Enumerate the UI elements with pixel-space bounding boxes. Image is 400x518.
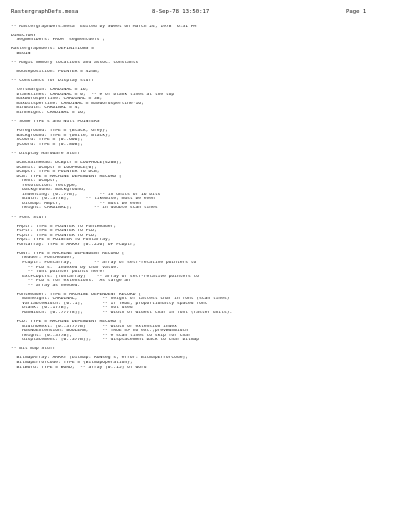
code-line: Foreground: TYPE = {Black, Grey}; xyxy=(11,129,108,134)
code-line: DCB: TYPE = MACHINE DEPENDENT RECORD [ xyxy=(11,174,122,179)
code-line: xCoord: TYPE = [0..606]; xyxy=(11,138,83,143)
code-line: widthORext: [0..37777B] -- width or extension index xyxy=(11,324,177,329)
code-line: FONT: TYPE = MACHINE DEPENDENT RECORD [ xyxy=(11,251,125,256)
code-line: FCD: TYPE = MACHINE DEPENDENT RECORD [ xyxy=(11,320,122,325)
code-line: maxheight: CARDINAL, -- height of tallest char in font (scan lines) xyxy=(11,297,230,302)
code-line: Fontarray: TYPE = ARRAY [0..256] OF FCDptr; xyxy=(11,242,136,247)
code-line: MaxWidth: [0..77778]]; -- width of widest char in font (raster units). xyxy=(11,311,233,315)
code-line: height: CARDINAL]; -- in double scan lines xyxy=(11,206,158,211)
code-line: FontHeader: TYPE = MACHINE DEPENDENT RECORD [ xyxy=(11,292,141,297)
code-line: next: DCBptr, xyxy=(11,179,59,184)
code-line: maxbitsperline: CARDINAL = maxwordsperline*16; xyxy=(11,101,144,106)
code-line: resolution: restype, xyxy=(11,183,78,188)
code-line: indenting: [0..77B], -- in units of 16 bits xyxy=(11,192,161,197)
header-page-number: Page 1 xyxy=(346,9,367,15)
code-line: BitmapArray: ARRAY [bitmap: RUNseg's, error: BitmapErrorCode]; xyxy=(11,356,189,361)
code-line: width: [0..377B], -- likewise; must be even xyxy=(11,197,155,202)
code-line: BitWord: TYPE = WORD; -- array [0..15] of word xyxy=(11,365,147,370)
code-line: blank: [0..177B], -- not used xyxy=(11,306,133,311)
header-timestamp: 8-Sep-78 13:50:17 xyxy=(152,9,210,15)
code-line: DCBnil: DCBptr = LOOPHOLE[0]; xyxy=(11,165,97,170)
code-line: leftmargin: CARDINAL = 16; xyxy=(11,88,89,93)
code-line: -- font pointer points here! xyxy=(11,270,106,275)
code-line: Fcdptr: Fontarray, -- array of self-relative pointers to xyxy=(11,260,197,265)
code-line: bitmap: MBptr, -- must be even xyxy=(11,201,141,206)
code-line: -- Bit map Stuff xyxy=(11,347,56,352)
code-line: yCoord: TYPE = [0..808]; xyxy=(11,142,83,147)
code-line: FApt: TYPE = POINTER TO Fontarray; xyxy=(11,238,111,243)
code-line: background: Background, xyxy=(11,188,86,193)
code-line: displacement: [0..377B]]; -- displacement back to char bitmap xyxy=(11,338,200,343)
code-line: VariableWidth: [0..1], -- If TRUE, proportionally spaced font xyxy=(11,301,208,306)
code-line: -- FCD's for extensions. As large an xyxy=(11,279,130,284)
code-line: BEGIN xyxy=(11,51,31,56)
code-line: blanklines: CARDINAL = 0; -- # of blank lines at the top xyxy=(11,92,175,97)
code-line: -- Magic memory locations and assoc. constants xyxy=(11,60,139,65)
code-line: minheight: CARDINAL = 16; xyxy=(11,110,86,115)
code-line: DIRECTORY xyxy=(11,33,36,38)
code-line: -- Font Stuff xyxy=(11,215,47,220)
code-line: height: [0..377B], -- # scan lines to skip for char xyxy=(11,333,191,338)
code-line: HasNoExtension: BOOLEAN, -- TRUE => no ext.;prevWd=width xyxy=(11,329,189,334)
code-line: header: FontHeader, xyxy=(11,256,75,261)
code-line: FMptr: TYPE = POINTER TO FontHeader; xyxy=(11,224,117,229)
code-line: RastergraphDefs: DEFINITIONS = xyxy=(11,47,94,52)
code-listing xyxy=(11,20,395,370)
code-line: -- array as needed. xyxy=(11,283,81,288)
code-line: Background: TYPE = {white, Black}; xyxy=(11,133,111,138)
code-line: -- FCD's. Indexed by char value. xyxy=(11,265,119,270)
code-line: DCBchainHead: DCBptr = LOOPHOLE[420B]; xyxy=(11,160,122,165)
code-line: DCBptr: TYPE = POINTER TO DCB; xyxy=(11,170,100,175)
code-line: FCptr: TYPE = POINTER TO FCD; xyxy=(11,233,97,238)
code-line: mouseposition: POINTER = 424B; xyxy=(11,70,100,75)
code-line: SegmentDefs: FROM "segmentdefs"; xyxy=(11,38,106,43)
code-line: ExtFCDptrs: [fontarray] -- array of self-relative pointers to xyxy=(11,274,200,279)
code-line: -- Some TYPE's and Null POINTERS xyxy=(11,120,100,125)
code-line: BitmapErrorCode: TYPE = {BitmapOperation}; xyxy=(11,361,133,366)
code-line: -- RastergraphDefs.mesa Edited by Sweet on March 24, 1978 6:31 PM xyxy=(11,24,197,29)
code-line: -- Display Hardware Stuff xyxy=(11,151,81,156)
code-line: -- Constants for Display stuff xyxy=(11,79,94,84)
code-line: minwidth: CARDINAL = 4; xyxy=(11,106,81,111)
code-line: FcPtr: TYPE = POINTER TO FCD; xyxy=(11,229,97,234)
header-file-name: RastergraphDefs.mesa xyxy=(11,9,79,15)
code-line: maxwordsperline: CARDINAL = 38; xyxy=(11,97,103,102)
